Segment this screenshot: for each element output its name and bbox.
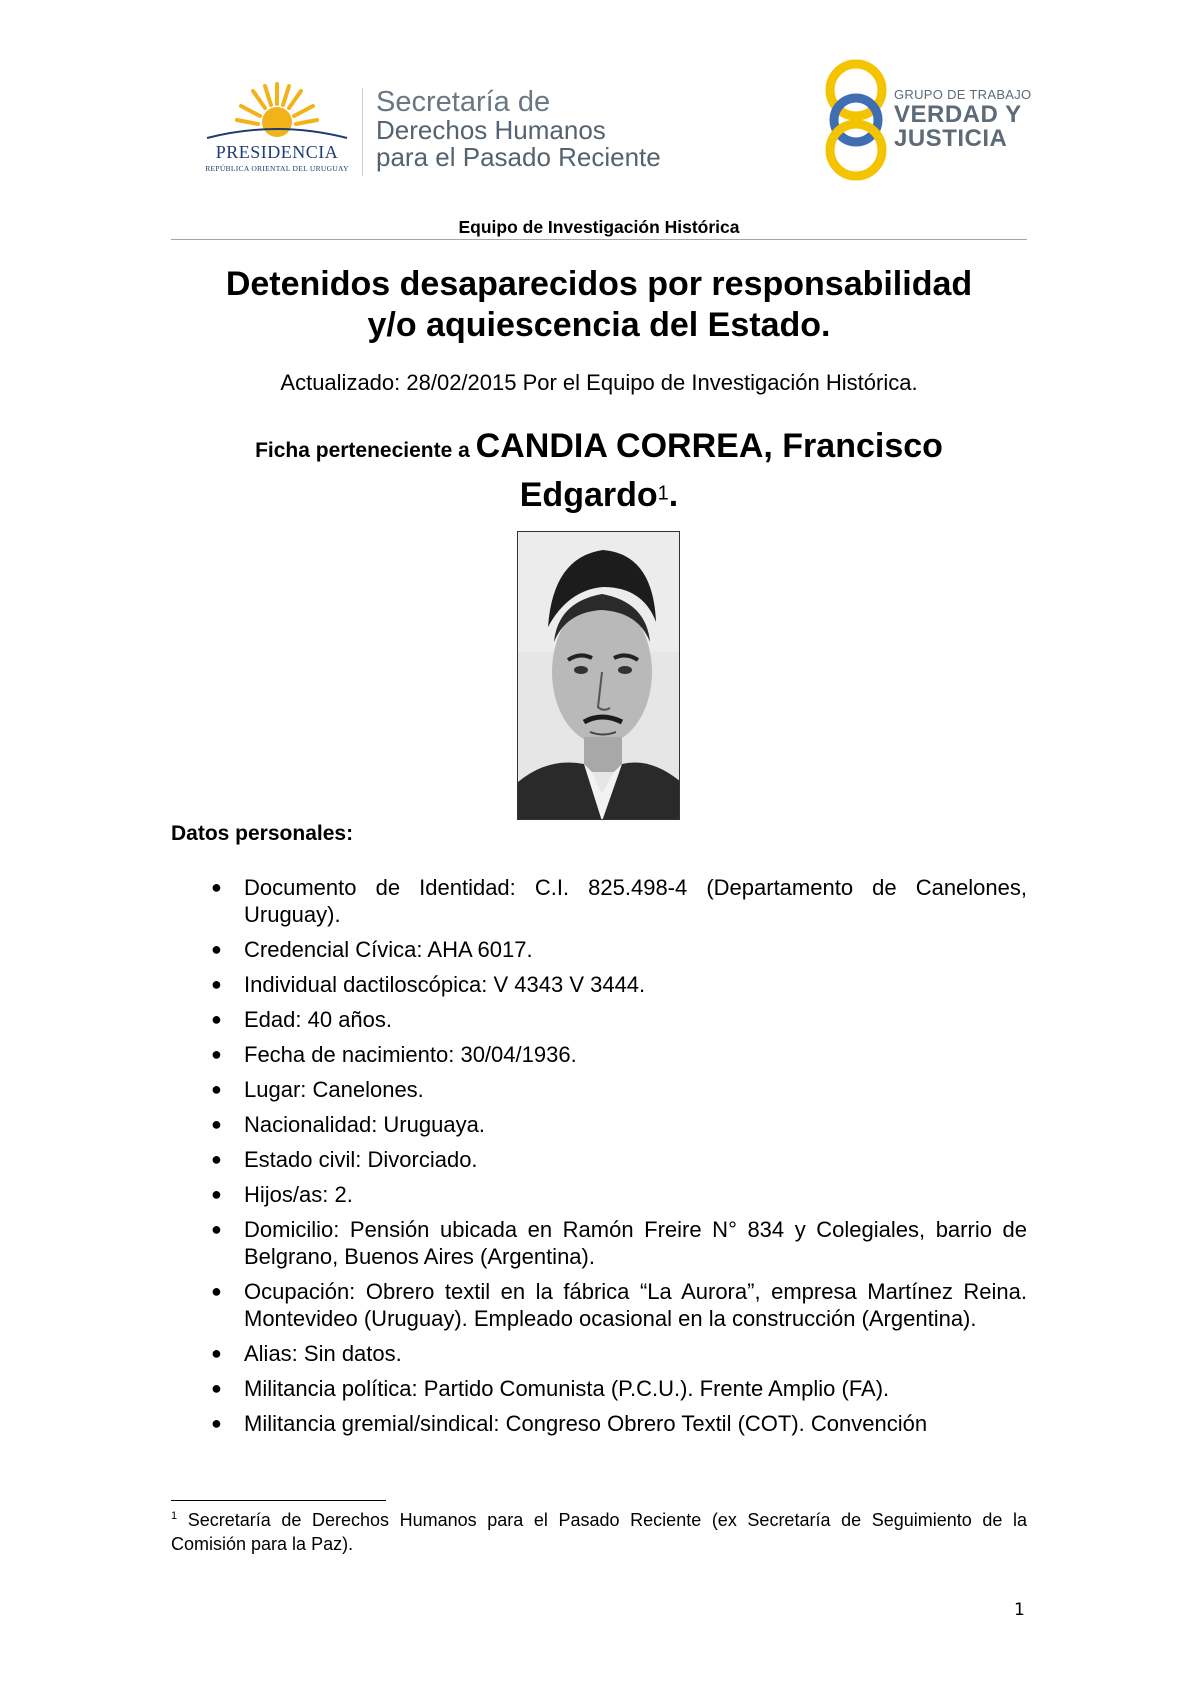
list-item-text: Alias: Sin datos. xyxy=(244,1341,402,1366)
list-item xyxy=(171,1216,1027,1270)
sun-emblem-icon xyxy=(197,80,357,142)
presidencia-sublabel: REPÚBLICA ORIENTAL DEL URUGUAY xyxy=(205,164,349,173)
bullet-icon: ● xyxy=(211,1009,222,1029)
ficha-heading xyxy=(171,425,1027,523)
title-line-1: Detenidos desaparecidos por responsabilidad xyxy=(225,265,973,303)
ficha-period: . xyxy=(668,476,679,514)
footnote-mark: 1 xyxy=(171,1510,178,1522)
list-item-text: Documento de Identidad: C.I. 825.498-4 (Departamento de Canelones, Uruguay). xyxy=(244,875,1027,927)
list-item-text: Fecha de nacimiento: 30/04/1936. xyxy=(244,1042,577,1067)
list-item xyxy=(171,936,1027,963)
section-title-datos-personales: Datos personales: xyxy=(171,822,354,845)
list-item-text: Domicilio: Pensión ubicada en Ramón Freire N° 834 y Colegiales, barrio de Belgrano, Buenos Aires (Argentina). xyxy=(244,1217,1027,1269)
list-item xyxy=(171,1111,1027,1138)
list-item-text: Nacionalidad: Uruguaya. xyxy=(244,1112,485,1137)
list-item xyxy=(171,1375,1027,1402)
list-item xyxy=(171,1076,1027,1103)
ficha-name-line1: CANDIA CORREA, Francisco xyxy=(475,427,943,465)
bullet-icon: ● xyxy=(211,1281,222,1301)
secretaria-logo-text xyxy=(376,88,661,171)
team-header: Equipo de Investigación Histórica xyxy=(458,217,740,237)
bullet-icon: ● xyxy=(211,939,222,959)
updated-line: Actualizado: 28/02/2015 Por el Equipo de Investigación Histórica. xyxy=(280,370,918,395)
bullet-icon: ● xyxy=(211,974,222,994)
portrait-photo xyxy=(517,531,680,820)
footnote-text: Secretaría de Derechos Humanos para el Pasado Reciente (ex Secretaría de Seguimiento de la Comisión para la Paz). xyxy=(171,1510,1027,1554)
list-item-text: Lugar: Canelones. xyxy=(244,1077,424,1102)
document-title xyxy=(171,264,1027,346)
linked-rings-icon xyxy=(820,55,894,185)
list-item-text: Credencial Cívica: AHA 6017. xyxy=(244,937,533,962)
bullet-icon: ● xyxy=(211,1079,222,1099)
gtvj-small-label: GRUPO DE TRABAJO xyxy=(894,87,1032,102)
bullet-icon: ● xyxy=(211,1184,222,1204)
verdad-justicia-logo xyxy=(820,55,1040,185)
list-item xyxy=(171,1146,1027,1173)
list-item xyxy=(171,1181,1027,1208)
list-item-text: Hijos/as: 2. xyxy=(244,1182,353,1207)
list-item xyxy=(171,1340,1027,1367)
secretaria-line2: Derechos Humanos xyxy=(376,115,606,145)
list-item-text: Edad: 40 años. xyxy=(244,1007,393,1032)
bullet-icon: ● xyxy=(211,1149,222,1169)
bullet-icon: ● xyxy=(211,1413,222,1433)
list-item-text: Militancia gremial/sindical: Congreso Obrero Textil (COT). Convención xyxy=(244,1411,928,1436)
list-item-text: Individual dactiloscópica: V 4343 V 3444. xyxy=(244,972,646,997)
list-item xyxy=(171,1410,1027,1437)
gtvj-big-label-2: JUSTICIA xyxy=(894,125,1008,152)
title-line-2: y/o aquiescencia del Estado. xyxy=(367,306,831,344)
list-item-text: Estado civil: Divorciado. xyxy=(244,1147,478,1172)
bullet-icon: ● xyxy=(211,877,222,897)
bullet-icon: ● xyxy=(211,1343,222,1363)
presidencia-label: PRESIDENCIA xyxy=(215,142,339,162)
list-item-text: Militancia política: Partido Comunista (P.C.U.). Frente Amplio (FA). xyxy=(244,1376,890,1401)
footnote-ref: 1 xyxy=(657,482,669,505)
list-item xyxy=(171,874,1027,928)
bullet-icon: ● xyxy=(211,1378,222,1398)
footnote xyxy=(171,1504,1027,1556)
list-item xyxy=(171,1041,1027,1068)
bullet-icon: ● xyxy=(211,1219,222,1239)
list-item-text: Ocupación: Obrero textil en la fábrica “La Aurora”, empresa Martínez Reina. Montevideo (Uruguay). Empleado ocasional en la construcción (Argentina). xyxy=(244,1279,1027,1331)
secretaria-line3: para el Pasado Reciente xyxy=(376,142,661,172)
header-divider xyxy=(362,88,363,176)
secretaria-line1: Secretaría de xyxy=(376,86,551,118)
gtvj-big-label-1: VERDAD Y xyxy=(894,101,1022,128)
footnote-rule xyxy=(171,1500,386,1501)
list-item xyxy=(171,971,1027,998)
list-item xyxy=(171,1278,1027,1332)
bullet-icon: ● xyxy=(211,1044,222,1064)
header-rule xyxy=(171,239,1027,240)
presidencia-logo xyxy=(197,80,357,180)
list-item xyxy=(171,1006,1027,1033)
ficha-name-line2: Edgardo xyxy=(519,476,658,514)
ficha-prefix: Ficha perteneciente a xyxy=(255,439,476,462)
personal-data-list xyxy=(171,874,1027,1445)
bullet-icon: ● xyxy=(211,1114,222,1134)
page-number: 1 xyxy=(1014,1600,1025,1620)
